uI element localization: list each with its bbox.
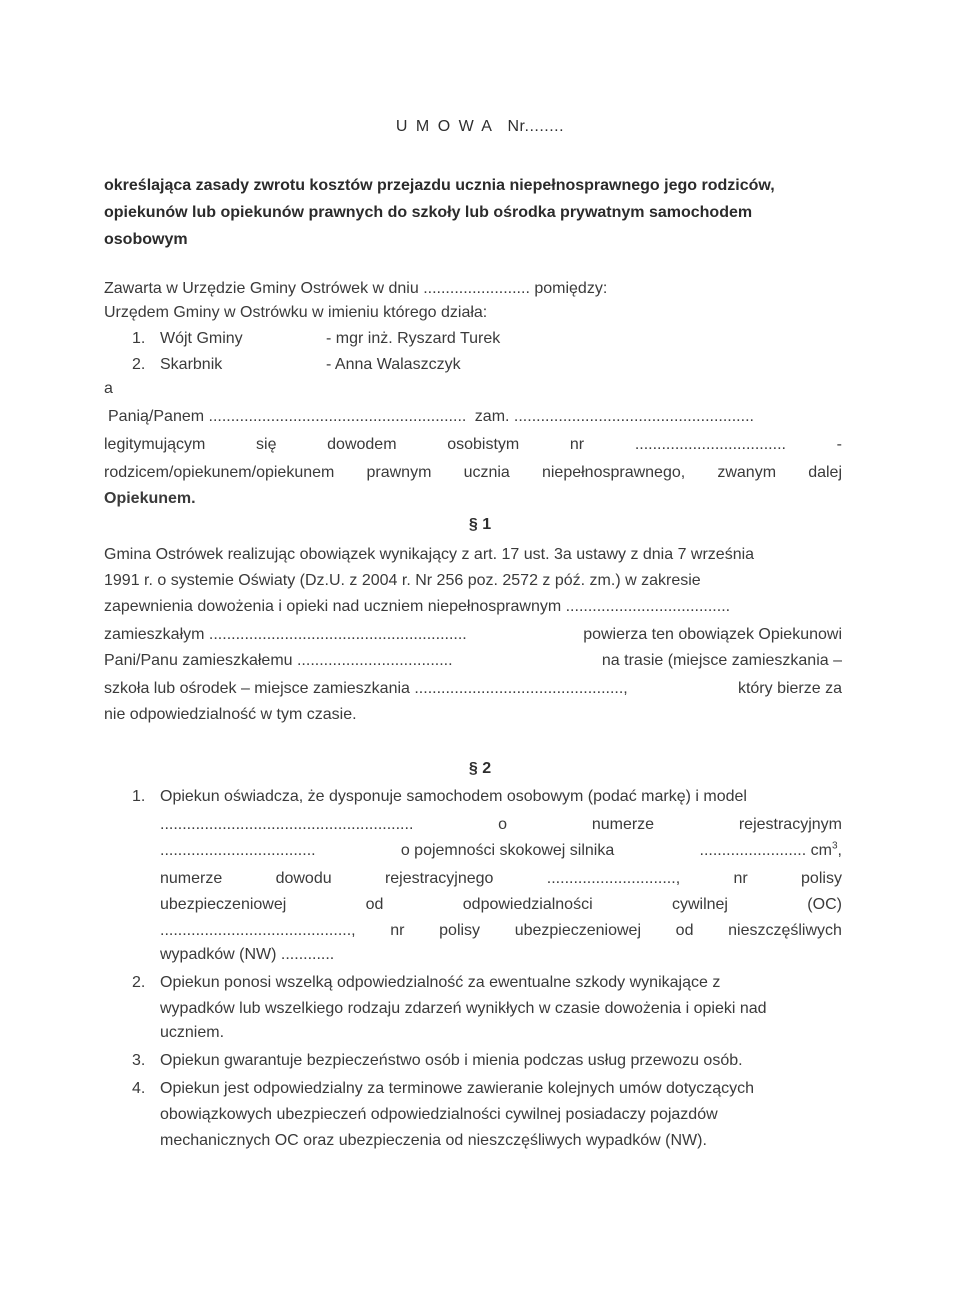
text-fragment: numerze (591, 816, 655, 833)
item-3-line: Opiekun gwarantuje bezpieczeństwo osób i mienia podczas usług przewozu osób. (160, 1052, 743, 1069)
document-heading (104, 172, 842, 253)
text-fragment: szkoła lub ośrodek – miejsce zamieszkania ..............................................., (104, 680, 628, 697)
text-fragment: dalej (808, 464, 842, 481)
text-fragment: ......................................................... (160, 816, 414, 833)
text-fragment: ubezpieczeniowej (514, 922, 642, 939)
title-number: Nr........ (507, 118, 565, 135)
text-fragment: ................................... (160, 842, 316, 859)
text-fragment: polisy (439, 922, 481, 939)
heading-line: określająca zasady zwrotu kosztów przejazdu ucznia niepełnosprawnego jego rodziców, (104, 177, 775, 194)
text-fragment: dowodem (327, 436, 397, 453)
item-4-line: mechanicznych OC oraz ubezpieczenia od nieszczęśliwych wypadków (NW). (160, 1132, 707, 1149)
text-fragment: na trasie (miejsce zamieszkania – (601, 652, 842, 669)
item-4-line: obowiązkowych ubezpieczeń odpowiedzialności cywilnej posiadaczy pojazdów (160, 1106, 718, 1123)
other-party-line (108, 406, 842, 428)
text-fragment: Panią/Panem .......................................................... (108, 408, 467, 425)
text-fragment: nr (733, 870, 748, 887)
item-number: 4. (132, 1080, 146, 1097)
intro-line: Zawarta w Urzędzie Gminy Ostrówek w dniu ........................ pomiędzy: (104, 280, 608, 297)
item-2-line: wypadków lub wszelkiego rodzaju zdarzeń wynikłych w czasie dowożenia i opieki nad (160, 1000, 767, 1017)
item-2-line: Opiekun ponosi wszelką odpowiedzialność za ewentualne szkody wynikające z (160, 974, 721, 991)
item-1-line (160, 868, 842, 890)
party-number: 1. (132, 330, 146, 347)
text-fragment: który bierze za (737, 680, 842, 697)
text-fragment: ........................ cm (699, 842, 832, 859)
text-fragment: powierza ten obowiązek Opiekunowi (583, 626, 842, 643)
text-fragment: dowodu (275, 870, 332, 887)
text-fragment: cywilnej (671, 896, 728, 913)
text-fragment: polisy (801, 870, 842, 887)
heading-line: opiekunów lub opiekunów prawnych do szkoły lub ośrodka prywatnym samochodem (104, 204, 753, 221)
document-title (0, 118, 960, 136)
text-fragment: prawnym (366, 464, 432, 481)
section-1-line: 1991 r. o systemie Oświaty (Dz.U. z 2004 r. Nr 256 poz. 2572 z póź. zm.) w zakresie (104, 572, 701, 589)
text-fragment: się (256, 436, 277, 453)
text-fragment: ucznia (463, 464, 510, 481)
text-fragment: ............................., (546, 870, 681, 887)
section-1-line (104, 650, 842, 672)
section-1-line (104, 678, 842, 700)
text-fragment: nieszczęśliwych (728, 922, 842, 939)
text-fragment: zwanym (717, 464, 777, 481)
item-number: 3. (132, 1052, 146, 1069)
title-umowa: U M O W A (395, 118, 494, 135)
text-fragment: o pojemności skokowej silnika (400, 842, 615, 859)
text-fragment: zamieszkałym .......................................................... (104, 626, 467, 643)
text-fragment: ubezpieczeniowej (160, 896, 287, 913)
intro-line: Urzędem Gminy w Ostrówku w imieniu którego działa: (104, 304, 488, 321)
text-fragment: o (498, 816, 508, 833)
opiekun-label: Opiekunem. (104, 490, 196, 507)
text-fragment: Pani/Panu zamieszkałemu ................................... (104, 652, 453, 669)
item-1-line (160, 920, 842, 942)
text-fragment: , (837, 842, 842, 859)
item-1-line (160, 894, 842, 916)
section-1-line: zapewnienia dowożenia i opieki nad uczniem niepełnosprawnym ..................................... (104, 598, 731, 615)
conjunction-a: a (104, 380, 113, 397)
text-fragment: nr (390, 922, 405, 939)
text-fragment: rejestracyjnego (384, 870, 494, 887)
section-1-line: Gmina Ostrówek realizując obowiązek wynikający z art. 17 ust. 3a ustawy z dnia 7 września (104, 546, 755, 563)
party-role: Wójt Gminy (160, 330, 243, 347)
section-1-line (104, 624, 842, 646)
item-1-line (160, 814, 842, 836)
text-fragment: osobistym (447, 436, 520, 453)
party-name: - Anna Walaszczyk (326, 356, 461, 373)
section-2-title: § 2 (468, 760, 492, 777)
item-1-line: wypadków (NW) ............ (160, 946, 335, 963)
text-fragment: numerze (160, 870, 223, 887)
party-name: - mgr inż. Ryszard Turek (326, 330, 501, 347)
text-fragment: nr (569, 436, 585, 453)
item-4-line: Opiekun jest odpowiedzialny za terminowe zawieranie kolejnych umów dotyczących (160, 1080, 755, 1097)
other-party-line (104, 434, 842, 456)
text-fragment: rejestracyjnym (738, 816, 842, 833)
text-fragment: niepełnosprawnego, (541, 464, 686, 481)
other-party-line (104, 462, 842, 484)
text-fragment: .................................. (634, 436, 786, 453)
item-number: 2. (132, 974, 146, 991)
party-number: 2. (132, 356, 146, 373)
item-2-line: uczniem. (160, 1024, 225, 1041)
superscript: 3 (831, 840, 838, 852)
section-1-title: § 1 (468, 516, 492, 533)
text-fragment: (OC) (807, 896, 842, 913)
text-fragment: - (836, 436, 842, 453)
heading-line: osobowym (104, 231, 188, 248)
item-number: 1. (132, 788, 146, 805)
text-fragment: legitymującym (104, 436, 206, 453)
party-role: Skarbnik (160, 356, 223, 373)
item-1-line (160, 840, 842, 862)
text-fragment: ..........................................., (160, 922, 356, 939)
text-fragment (700, 840, 842, 862)
text-fragment: zam. ...................................................... (474, 408, 754, 425)
text-fragment: od (675, 922, 694, 939)
text-fragment: od (365, 896, 384, 913)
section-1-line: nie odpowiedzialność w tym czasie. (104, 706, 357, 723)
item-1-line: Opiekun oświadcza, że dysponuje samochodem osobowym (podać markę) i model (160, 788, 747, 805)
text-fragment: odpowiedzialności (462, 896, 593, 913)
text-fragment: rodzicem/opiekunem/opiekunem (104, 464, 335, 481)
